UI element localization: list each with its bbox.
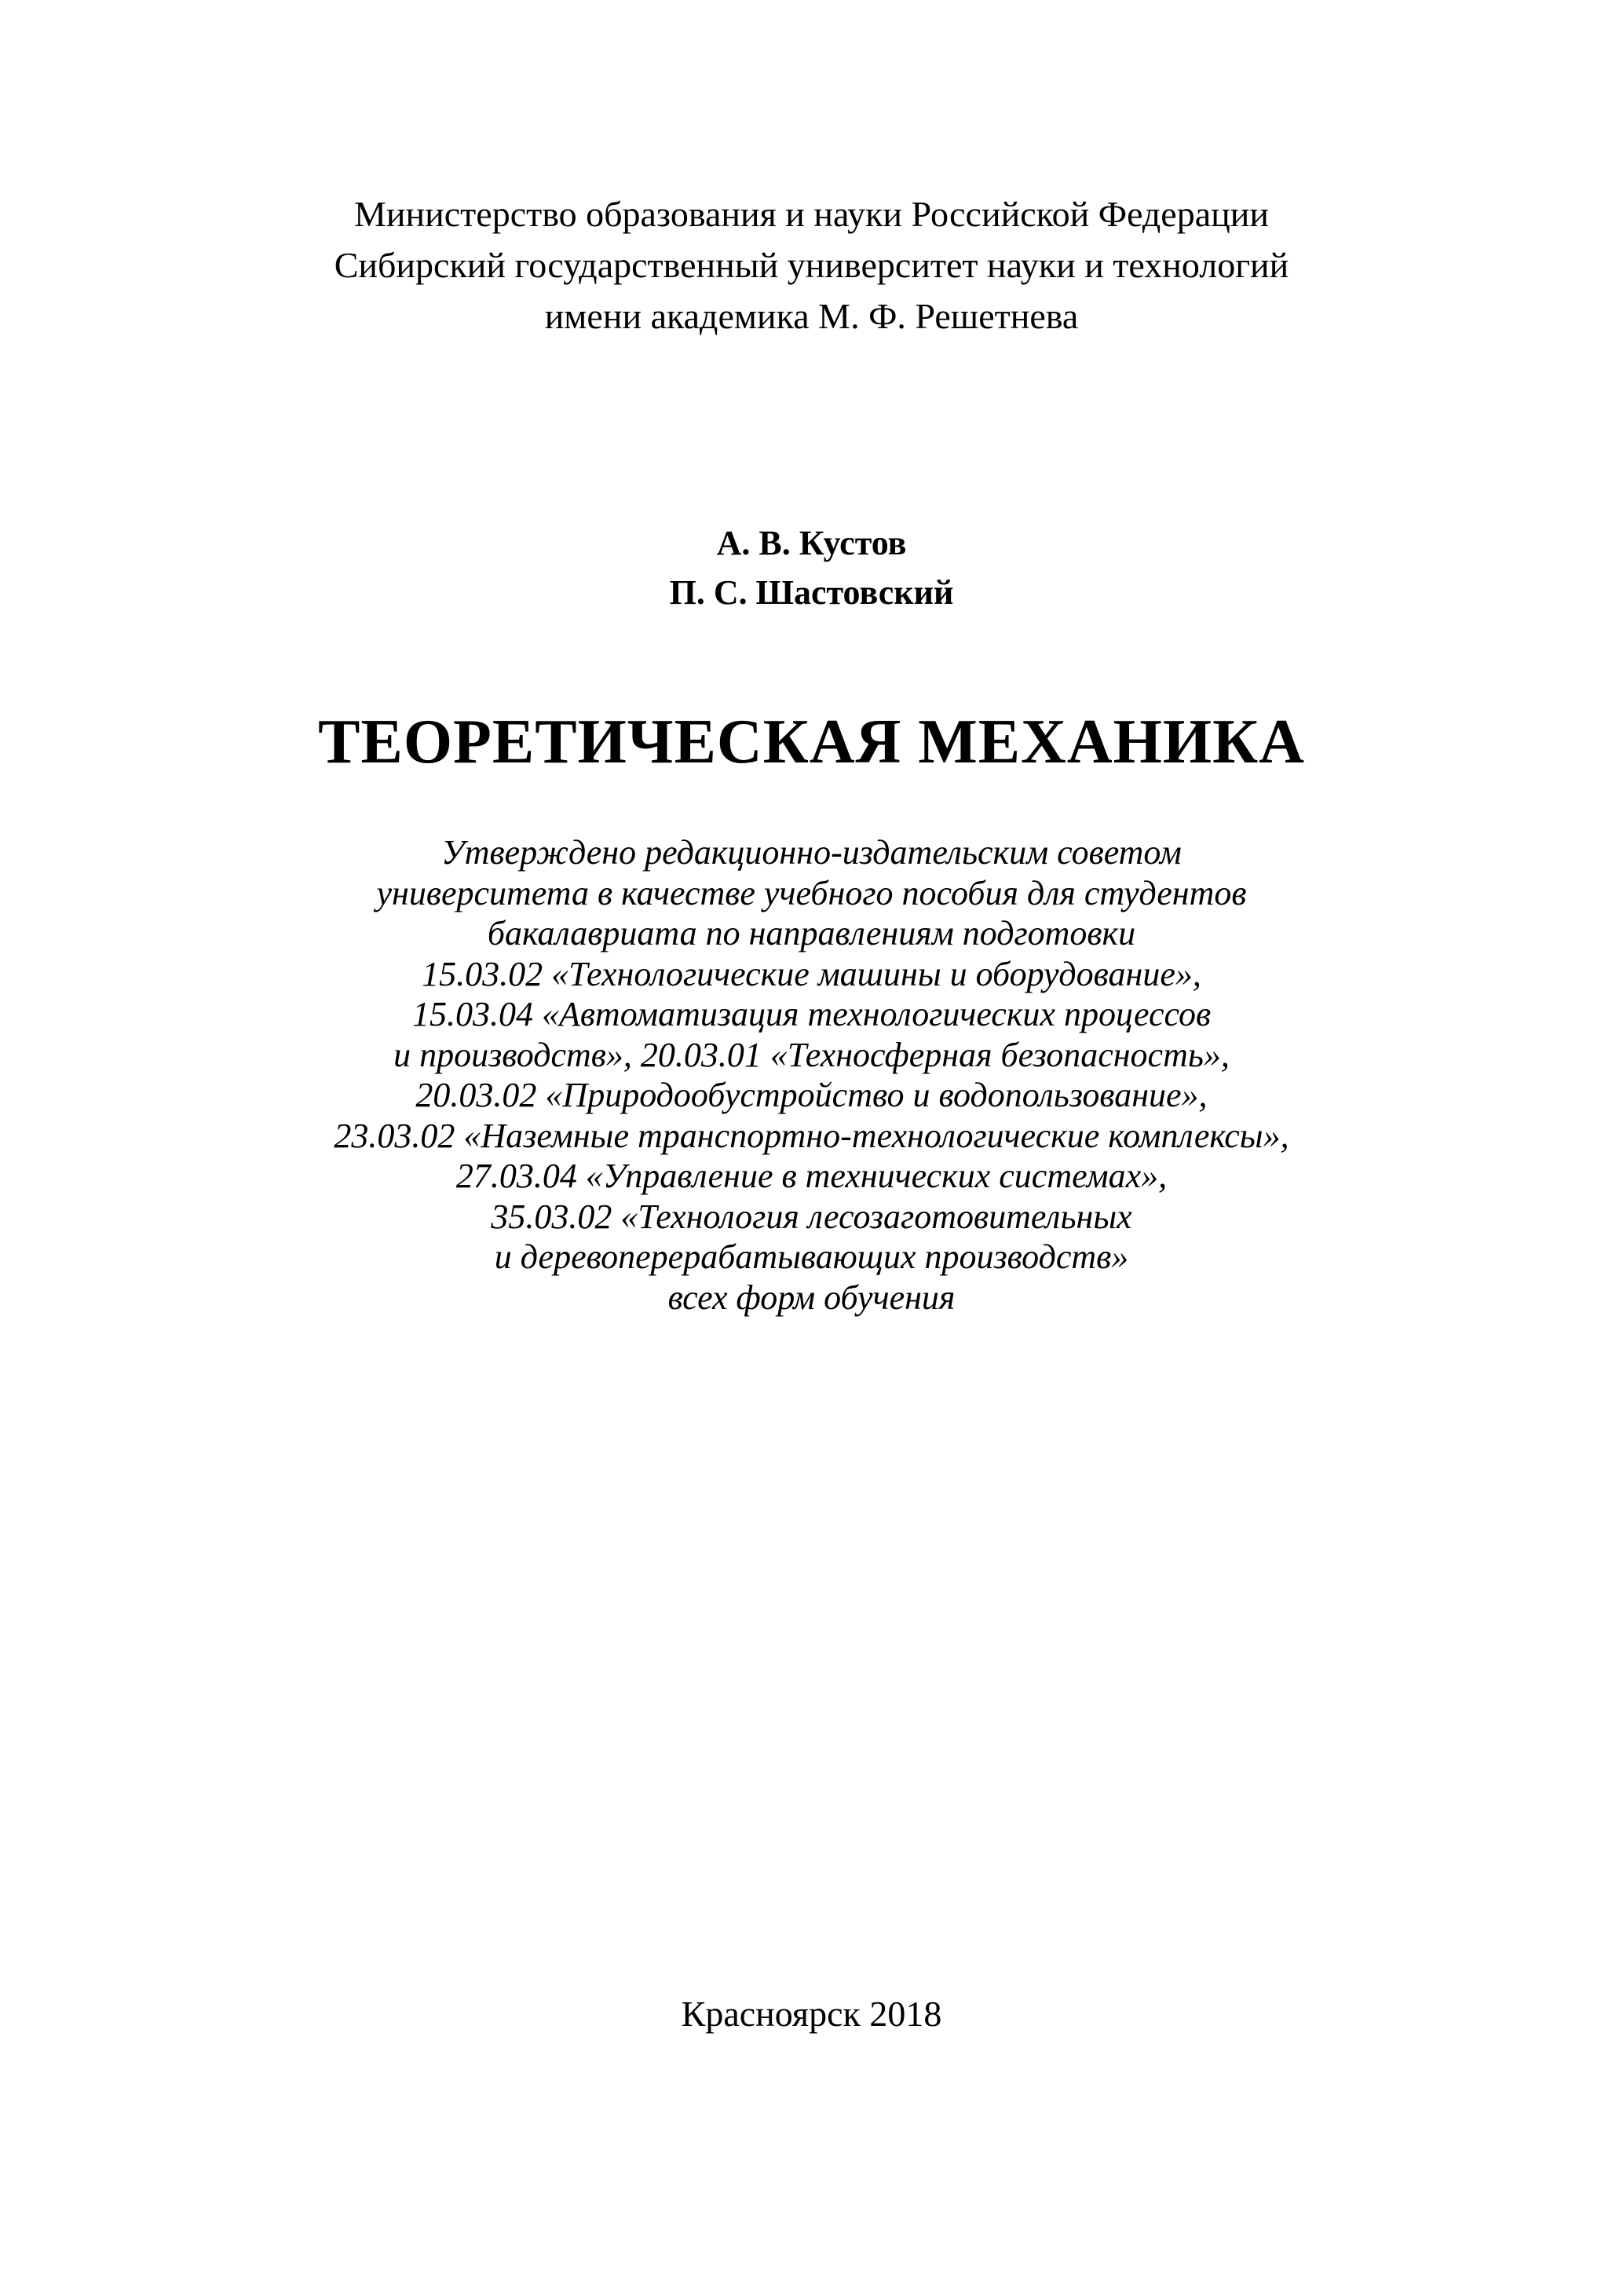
approval-line: бакалавриата по направлениям подготовки	[487, 914, 1136, 952]
document-title	[0, 703, 1623, 781]
approval-line: и деревоперерабатывающих производств»	[494, 1238, 1129, 1276]
university-line: Сибирский государственный университет науки и технологий	[334, 245, 1289, 285]
authors-block	[0, 518, 1623, 617]
approval-line: 15.03.02 «Технологические машины и оборудование»,	[422, 954, 1201, 993]
approval-statement	[0, 832, 1623, 1318]
title-text: ТЕОРЕТИЧЕСКАЯ МЕХАНИКА	[318, 707, 1305, 777]
approval-line: 27.03.04 «Управление в технических системах»,	[455, 1157, 1168, 1195]
approval-line: 15.03.04 «Автоматизация технологических процессов	[411, 995, 1212, 1033]
approval-line: 23.03.02 «Наземные транспортно-технологические комплексы»,	[334, 1116, 1289, 1155]
approval-line: всех форм обучения	[667, 1278, 956, 1317]
approval-line: 35.03.02 «Технология лесозаготовительных	[491, 1197, 1132, 1236]
publication-footer	[0, 1991, 1623, 2038]
approval-line: 20.03.02 «Природообустройство и водопользование»,	[415, 1076, 1208, 1114]
approval-line: университета в качестве учебного пособия для студентов	[376, 873, 1247, 912]
approval-line: и производств», 20.03.01 «Техносферная безопасность»,	[393, 1035, 1230, 1074]
institution-header	[0, 188, 1623, 342]
approval-line: Утверждено редакционно-издательским советом	[441, 833, 1182, 872]
ministry-line: Министерство образования и науки Российской Федерации	[354, 194, 1269, 234]
university-name-line: имени академика М. Ф. Решетнева	[544, 296, 1079, 336]
author-name: А. В. Кустов	[716, 524, 907, 562]
author-name: П. С. Шастовский	[669, 573, 954, 612]
city-year: Красноярск 2018	[681, 1994, 942, 2034]
